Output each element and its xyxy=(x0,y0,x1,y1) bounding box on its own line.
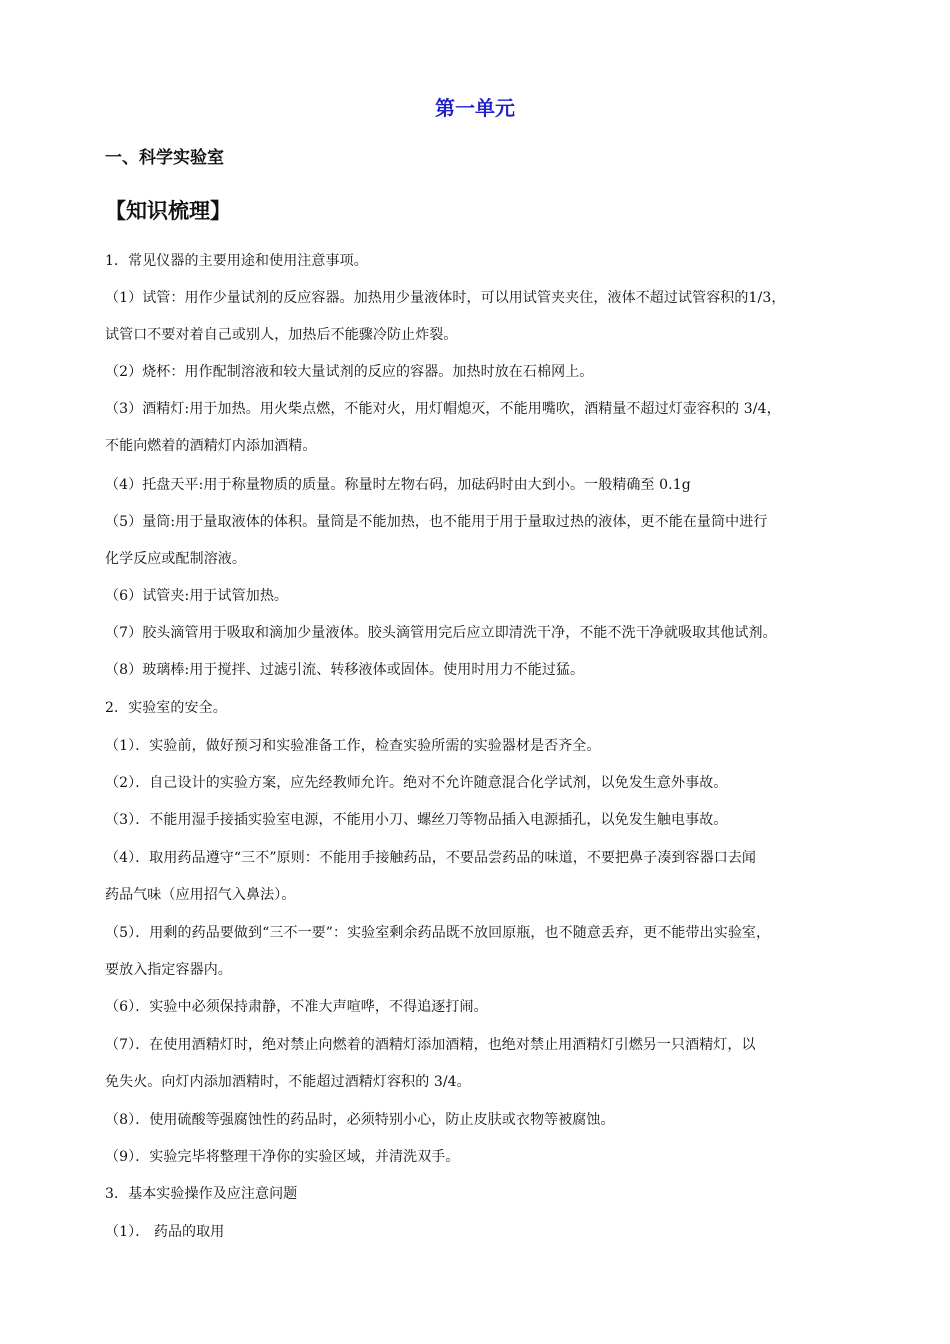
page-title: 第一单元 xyxy=(435,96,515,120)
text-line: （8）玻璃棒:用于搅拌、过滤引流、转移液体或固体。使用时用力不能过猛。 xyxy=(105,662,585,678)
text-line: （9）．实验完毕将整理干净你的实验区域，并清洗双手。 xyxy=(105,1149,460,1165)
text-line: （7）．在使用酒精灯时，绝对禁止向燃着的酒精灯添加酒精，也绝对禁止用酒精灯引燃另一只酒精灯，以 xyxy=(105,1037,756,1053)
text-line: 免失火。向灯内添加酒精时，不能超过酒精灯容积的 3/4。 xyxy=(105,1074,471,1090)
text-line: （2）烧杯：用作配制溶液和较大量试剂的反应的容器。加热时放在石棉网上。 xyxy=(105,364,594,380)
text-line: （4）托盘天平:用于称量物质的质量。称量时左物右码，加砝码时由大到小。一般精确至 0.1g xyxy=(105,477,691,493)
text-line: （3）．不能用湿手接插实验室电源，不能用小刀、螺丝刀等物品插入电源插孔，以免发生触电事故。 xyxy=(105,812,728,828)
text-line: （7）胶头滴管用于吸取和滴加少量液体。胶头滴管用完后应立即清洗干净，不能不洗干净就吸取其他试剂。 xyxy=(105,625,777,641)
text-line: （5）．用剩的药品要做到“三不一要”：实验室剩余药品既不放回原瓶，也不随意丢弃，更不能带出实验室， xyxy=(105,925,771,941)
text-line: 试管口不要对着自己或别人，加热后不能骤冷防止炸裂。 xyxy=(105,327,458,343)
text-line: （1）． 药品的取用 xyxy=(105,1224,225,1240)
text-line: （1）．实验前，做好预习和实验准备工作，检查实验所需的实验器材是否齐全。 xyxy=(105,738,601,754)
text-line: 药品气味（应用招气入鼻法）。 xyxy=(105,887,296,903)
section-heading: 一、科学实验室 xyxy=(105,148,224,168)
text-line: 3．基本实验操作及应注意问题 xyxy=(105,1186,298,1202)
text-line: （3）酒精灯:用于加热。用火柴点燃，不能对火，用灯帽熄灭，不能用嘴吹，酒精量不超过灯壶容积的 3/4， xyxy=(105,401,781,417)
text-line: 1．常见仪器的主要用途和使用注意事项。 xyxy=(105,253,368,269)
text-line: （2）．自己设计的实验方案，应先经教师允许。绝对不允许随意混合化学试剂，以免发生意外事故。 xyxy=(105,775,728,791)
text-line: 要放入指定容器内。 xyxy=(105,962,232,978)
text-line: （6）．实验中必须保持肃静，不准大声喧哗，不得追逐打闹。 xyxy=(105,999,488,1015)
text-line: 化学反应或配制溶液。 xyxy=(105,551,246,567)
text-line: 不能向燃着的酒精灯内添加酒精。 xyxy=(105,438,317,454)
knowledge-header: 【知识梳理】 xyxy=(105,199,231,223)
text-line: 2．实验室的安全。 xyxy=(105,700,227,716)
text-line: （4）．取用药品遵守“三不”原则：不能用手接触药品，不要品尝药品的味道，不要把鼻子凑到容器口去闻 xyxy=(105,850,757,866)
text-line: （1）试管：用作少量试剂的反应容器。加热用少量液体时，可以用试管夹夹住，液体不超过试管容积的1/3， xyxy=(105,290,786,306)
text-line: （5）量筒:用于量取液体的体积。量筒是不能加热，也不能用于用于量取过热的液体，更不能在量筒中进行 xyxy=(105,514,768,530)
text-line: （8）．使用硫酸等强腐蚀性的药品时，必须特别小心，防止皮肤或衣物等被腐蚀。 xyxy=(105,1112,615,1128)
text-line: （6）试管夹:用于试管加热。 xyxy=(105,588,289,604)
